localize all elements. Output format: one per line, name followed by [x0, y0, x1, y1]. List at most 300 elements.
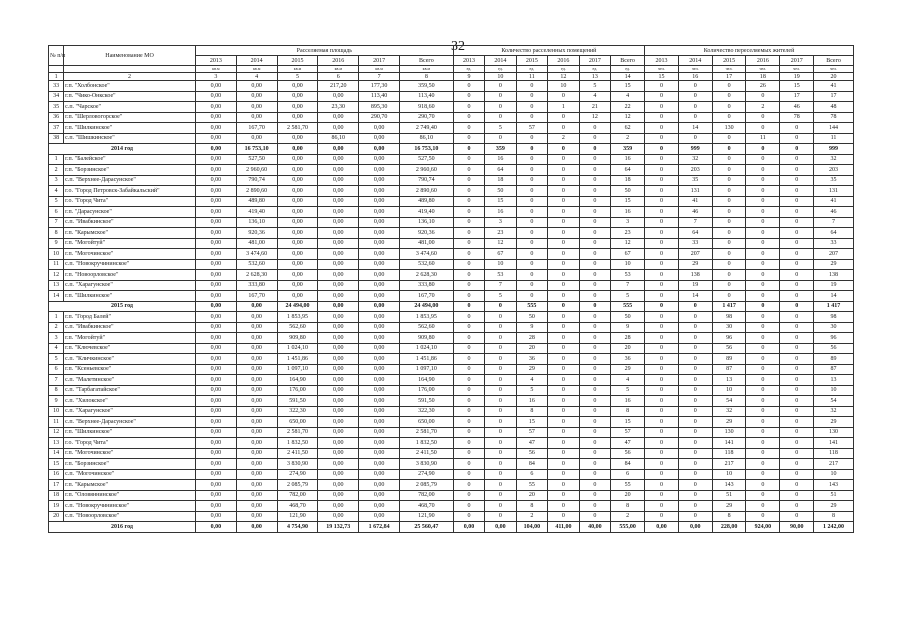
- table-row: [49, 123, 854, 134]
- value-cell: 0: [746, 165, 780, 176]
- column-number-cell: 15: [645, 73, 679, 81]
- value-cell: 0: [548, 417, 579, 428]
- value-cell: 20: [516, 490, 547, 501]
- value-cell: 0: [780, 375, 814, 386]
- value-cell: 0: [645, 249, 679, 260]
- value-cell: 0: [453, 469, 484, 480]
- value-cell: 0: [645, 102, 679, 113]
- value-cell: 0: [645, 385, 679, 396]
- row-number-cell: 38: [49, 133, 64, 144]
- mo-name-cell: г.п. "Шерловогорское": [64, 112, 196, 123]
- value-cell: 0,00: [318, 123, 359, 134]
- value-cell: 13: [712, 375, 746, 386]
- header-no: № п/п: [49, 46, 64, 66]
- mo-name-cell: г.о. "Город Чита": [64, 196, 196, 207]
- value-cell: 0: [678, 301, 712, 312]
- units-cell: ед.: [579, 66, 610, 73]
- mo-name-cell: с.п. "Тарбагатайское": [64, 385, 196, 396]
- value-cell: 0: [645, 469, 679, 480]
- mo-name-cell: с.п. "Чарское": [64, 102, 196, 113]
- value-cell: 0,00: [277, 217, 318, 228]
- value-cell: 35: [678, 175, 712, 186]
- value-cell: 0: [645, 312, 679, 323]
- table-row: [49, 207, 854, 218]
- value-cell: 0: [746, 322, 780, 333]
- value-cell: 0: [780, 196, 814, 207]
- column-number-cell: 8: [400, 73, 454, 81]
- value-cell: 0,00: [318, 469, 359, 480]
- value-cell: 0,00: [195, 322, 236, 333]
- mo-name-cell: г.п. "Шилкинское": [64, 427, 196, 438]
- value-cell: 0,00: [318, 448, 359, 459]
- value-cell: 0: [645, 333, 679, 344]
- value-cell: 176,00: [400, 385, 454, 396]
- value-cell: 0: [579, 490, 610, 501]
- row-number-cell: 7: [49, 217, 64, 228]
- value-cell: 0: [485, 438, 516, 449]
- row-number-cell: 4: [49, 343, 64, 354]
- value-cell: 0,00: [318, 490, 359, 501]
- value-cell: 25 560,47: [400, 522, 454, 533]
- value-cell: 0,00: [195, 501, 236, 512]
- value-cell: 0,00: [195, 480, 236, 491]
- value-cell: 0: [453, 396, 484, 407]
- value-cell: 0: [453, 259, 484, 270]
- value-cell: 0,00: [318, 312, 359, 323]
- header-year: Всего: [814, 56, 854, 66]
- table-row: [49, 217, 854, 228]
- value-cell: 0: [516, 154, 547, 165]
- mo-name-cell: г.о. "Город Чита": [64, 438, 196, 449]
- value-cell: 0: [645, 123, 679, 134]
- value-cell: 0,00: [277, 280, 318, 291]
- value-cell: 0: [548, 280, 579, 291]
- column-number-cell: 16: [678, 73, 712, 81]
- value-cell: 167,70: [236, 123, 277, 134]
- value-cell: 121,90: [400, 511, 454, 522]
- value-cell: 0: [579, 364, 610, 375]
- value-cell: 0,00: [236, 375, 277, 386]
- value-cell: 0: [453, 406, 484, 417]
- value-cell: 0: [516, 270, 547, 281]
- value-cell: 0: [746, 448, 780, 459]
- value-cell: 0,00: [195, 522, 236, 533]
- value-cell: 30: [712, 322, 746, 333]
- value-cell: 0: [678, 490, 712, 501]
- table-row: [49, 375, 854, 386]
- value-cell: 0,00: [195, 364, 236, 375]
- value-cell: 0,00: [318, 480, 359, 491]
- value-cell: 555,00: [611, 522, 645, 533]
- value-cell: 16: [485, 207, 516, 218]
- value-cell: 0: [453, 123, 484, 134]
- value-cell: 0: [645, 375, 679, 386]
- value-cell: 0,00: [195, 196, 236, 207]
- table-row: [49, 312, 854, 323]
- value-cell: 0: [645, 322, 679, 333]
- value-cell: 0,00: [453, 522, 484, 533]
- mo-name-cell: с.п. "Новокручининское": [64, 259, 196, 270]
- value-cell: 290,70: [359, 112, 400, 123]
- value-cell: 5: [516, 385, 547, 396]
- mo-name-cell: с.п. "Ивабкинское": [64, 322, 196, 333]
- value-cell: 5: [485, 123, 516, 134]
- value-cell: 7: [485, 280, 516, 291]
- value-cell: 8: [814, 511, 854, 522]
- value-cell: 0,00: [359, 312, 400, 323]
- value-cell: 36: [611, 354, 645, 365]
- value-cell: 10: [814, 385, 854, 396]
- value-cell: 0: [746, 291, 780, 302]
- value-cell: 0: [453, 249, 484, 260]
- value-cell: 0: [453, 364, 484, 375]
- value-cell: 0: [579, 196, 610, 207]
- value-cell: 0: [645, 144, 679, 155]
- value-cell: 0,00: [318, 511, 359, 522]
- value-cell: 2 411,50: [400, 448, 454, 459]
- value-cell: 0,00: [195, 238, 236, 249]
- value-cell: 46: [814, 207, 854, 218]
- table-row: [49, 333, 854, 344]
- value-cell: 144: [814, 123, 854, 134]
- value-cell: 0: [645, 175, 679, 186]
- value-cell: 56: [712, 343, 746, 354]
- value-cell: 32: [712, 406, 746, 417]
- value-cell: 0: [548, 333, 579, 344]
- column-number-cell: 12: [548, 73, 579, 81]
- value-cell: 0,00: [277, 186, 318, 197]
- value-cell: 0: [548, 354, 579, 365]
- value-cell: 0,00: [277, 144, 318, 155]
- value-cell: 0: [746, 249, 780, 260]
- value-cell: 0: [678, 112, 712, 123]
- value-cell: 15: [611, 81, 645, 92]
- value-cell: 0,00: [318, 112, 359, 123]
- mo-name-cell: г.п. "Могойтуй": [64, 238, 196, 249]
- value-cell: 23,30: [318, 102, 359, 113]
- value-cell: 0,00: [195, 165, 236, 176]
- value-cell: 10: [548, 81, 579, 92]
- value-cell: 481,00: [236, 238, 277, 249]
- value-cell: 143: [814, 480, 854, 491]
- row-number-cell: 10: [49, 249, 64, 260]
- value-cell: 136,10: [400, 217, 454, 228]
- value-cell: 3 830,90: [400, 459, 454, 470]
- value-cell: 0: [678, 343, 712, 354]
- table-row: [49, 385, 854, 396]
- value-cell: 0: [548, 91, 579, 102]
- value-cell: 0,00: [359, 511, 400, 522]
- value-cell: 0: [712, 91, 746, 102]
- value-cell: 0: [678, 417, 712, 428]
- value-cell: 0: [453, 228, 484, 239]
- value-cell: 0,00: [195, 396, 236, 407]
- value-cell: 87: [712, 364, 746, 375]
- value-cell: 0: [746, 427, 780, 438]
- value-cell: 0,00: [195, 112, 236, 123]
- table-row: [49, 448, 854, 459]
- value-cell: 0,00: [277, 196, 318, 207]
- value-cell: 136,10: [236, 217, 277, 228]
- value-cell: 0: [548, 228, 579, 239]
- value-cell: 0: [678, 385, 712, 396]
- value-cell: 0: [579, 417, 610, 428]
- value-cell: 0,00: [236, 417, 277, 428]
- value-cell: 0,00: [277, 228, 318, 239]
- row-number-cell: 34: [49, 91, 64, 102]
- value-cell: 2: [548, 133, 579, 144]
- value-cell: 0: [485, 333, 516, 344]
- value-cell: 0: [712, 196, 746, 207]
- value-cell: 16 753,10: [400, 144, 454, 155]
- row-number-cell: 16: [49, 469, 64, 480]
- value-cell: 113,40: [359, 91, 400, 102]
- mo-name-cell: с.п. "Шишкинское": [64, 133, 196, 144]
- value-cell: 0,00: [318, 354, 359, 365]
- value-cell: 0: [485, 469, 516, 480]
- subtotal-label: 2014 год: [49, 144, 196, 155]
- value-cell: 0,00: [195, 280, 236, 291]
- value-cell: 0,00: [277, 91, 318, 102]
- value-cell: 10: [485, 259, 516, 270]
- row-number-cell: 33: [49, 81, 64, 92]
- value-cell: 0: [645, 490, 679, 501]
- value-cell: 0: [548, 196, 579, 207]
- value-cell: 0,00: [359, 186, 400, 197]
- value-cell: 0: [678, 480, 712, 491]
- value-cell: 0,00: [236, 522, 277, 533]
- value-cell: 0: [746, 123, 780, 134]
- value-cell: 50: [611, 186, 645, 197]
- value-cell: 0: [780, 154, 814, 165]
- value-cell: 0: [645, 81, 679, 92]
- value-cell: 0,00: [359, 144, 400, 155]
- value-cell: 468,70: [277, 501, 318, 512]
- value-cell: 0: [453, 333, 484, 344]
- value-cell: 67: [611, 249, 645, 260]
- value-cell: 0,00: [359, 301, 400, 312]
- table-row: [49, 249, 854, 260]
- value-cell: 0: [746, 469, 780, 480]
- value-cell: 0: [516, 196, 547, 207]
- value-cell: 0: [712, 259, 746, 270]
- table-row: [49, 154, 854, 165]
- row-number-cell: 3: [49, 333, 64, 344]
- value-cell: 0,00: [359, 123, 400, 134]
- value-cell: 0: [579, 396, 610, 407]
- value-cell: 0: [579, 165, 610, 176]
- value-cell: 131: [814, 186, 854, 197]
- table-row: [49, 196, 854, 207]
- value-cell: 78: [780, 112, 814, 123]
- value-cell: 0,00: [318, 207, 359, 218]
- value-cell: 0: [485, 406, 516, 417]
- value-cell: 0: [645, 133, 679, 144]
- value-cell: 0: [645, 291, 679, 302]
- value-cell: 0,00: [318, 196, 359, 207]
- value-cell: 0,00: [195, 511, 236, 522]
- page-number: 32: [451, 39, 465, 54]
- value-cell: 0: [678, 459, 712, 470]
- value-cell: 89: [712, 354, 746, 365]
- value-cell: 64: [611, 165, 645, 176]
- value-cell: 0,00: [359, 228, 400, 239]
- value-cell: 0: [548, 459, 579, 470]
- value-cell: 0,00: [195, 91, 236, 102]
- value-cell: 57: [516, 427, 547, 438]
- column-number-cell: 4: [236, 73, 277, 81]
- value-cell: 0: [645, 427, 679, 438]
- value-cell: 0: [485, 385, 516, 396]
- value-cell: 0: [645, 186, 679, 197]
- value-cell: 0: [678, 448, 712, 459]
- value-cell: 0: [579, 291, 610, 302]
- value-cell: 0: [678, 91, 712, 102]
- value-cell: 0,00: [195, 459, 236, 470]
- value-cell: 0: [746, 396, 780, 407]
- row-number-cell: 12: [49, 427, 64, 438]
- value-cell: 40,00: [579, 522, 610, 533]
- value-cell: 0: [579, 270, 610, 281]
- units-cell: кв.м: [318, 66, 359, 73]
- mo-name-cell: г.п. "Новоорловское": [64, 270, 196, 281]
- value-cell: 11: [746, 133, 780, 144]
- resettlement-table: [48, 45, 854, 533]
- value-cell: 489,80: [236, 196, 277, 207]
- units-cell: чел.: [746, 66, 780, 73]
- value-cell: 2: [611, 511, 645, 522]
- value-cell: 0: [548, 427, 579, 438]
- value-cell: 0: [453, 312, 484, 323]
- value-cell: 0: [579, 480, 610, 491]
- value-cell: 0,00: [318, 259, 359, 270]
- value-cell: 0: [645, 406, 679, 417]
- value-cell: 909,80: [277, 333, 318, 344]
- value-cell: 0: [548, 322, 579, 333]
- mo-name-cell: г.п. "Чико-Онкское": [64, 91, 196, 102]
- value-cell: 0: [780, 459, 814, 470]
- value-cell: 0: [453, 144, 484, 155]
- value-cell: 0,00: [195, 249, 236, 260]
- value-cell: 0: [453, 112, 484, 123]
- value-cell: 14: [814, 291, 854, 302]
- value-cell: 4: [579, 91, 610, 102]
- mo-name-cell: г.п. "Город Балей": [64, 312, 196, 323]
- value-cell: 0: [712, 186, 746, 197]
- value-cell: 164,90: [400, 375, 454, 386]
- value-cell: 2 581,70: [277, 427, 318, 438]
- header-residents-group: Количество переселяемых жителей: [645, 46, 854, 56]
- row-number-cell: 8: [49, 385, 64, 396]
- header-year: 2017: [780, 56, 814, 66]
- value-cell: 0: [780, 238, 814, 249]
- value-cell: 0: [678, 396, 712, 407]
- value-cell: 0: [746, 175, 780, 186]
- value-cell: 0,00: [236, 81, 277, 92]
- value-cell: 138: [814, 270, 854, 281]
- value-cell: 0,00: [359, 259, 400, 270]
- header-year: 2017: [359, 56, 400, 66]
- mo-name-cell: г.п. "Оловяннинское": [64, 490, 196, 501]
- value-cell: 46: [678, 207, 712, 218]
- value-cell: 0: [485, 480, 516, 491]
- mo-name-cell: с.п. "Верхнее-Дарасунское": [64, 175, 196, 186]
- value-cell: 411,00: [548, 522, 579, 533]
- value-cell: 5: [611, 385, 645, 396]
- value-cell: 0,00: [195, 301, 236, 312]
- value-cell: 33: [814, 238, 854, 249]
- value-cell: 130: [712, 123, 746, 134]
- header-year: 2016: [746, 56, 780, 66]
- value-cell: 1: [548, 102, 579, 113]
- value-cell: 0: [453, 154, 484, 165]
- value-cell: 0: [548, 154, 579, 165]
- value-cell: 1 832,50: [400, 438, 454, 449]
- value-cell: 909,80: [400, 333, 454, 344]
- table-row: [49, 112, 854, 123]
- value-cell: 1 097,10: [400, 364, 454, 375]
- value-cell: 0,00: [359, 469, 400, 480]
- value-cell: 0,00: [359, 270, 400, 281]
- value-cell: 29: [814, 501, 854, 512]
- value-cell: 790,74: [236, 175, 277, 186]
- value-cell: 2: [611, 133, 645, 144]
- value-cell: 0: [780, 511, 814, 522]
- row-number-cell: 10: [49, 406, 64, 417]
- value-cell: 23: [485, 228, 516, 239]
- value-cell: 0: [780, 259, 814, 270]
- value-cell: 87: [814, 364, 854, 375]
- value-cell: 0: [485, 112, 516, 123]
- table-row: [49, 417, 854, 428]
- value-cell: 56: [611, 448, 645, 459]
- value-cell: 555: [516, 301, 547, 312]
- value-cell: 0: [645, 448, 679, 459]
- value-cell: 0,00: [318, 438, 359, 449]
- value-cell: 0: [548, 469, 579, 480]
- value-cell: 207: [814, 249, 854, 260]
- value-cell: 0: [579, 175, 610, 186]
- row-number-cell: 6: [49, 364, 64, 375]
- row-number-cell: 1: [49, 312, 64, 323]
- value-cell: 0: [746, 301, 780, 312]
- value-cell: 0,00: [359, 354, 400, 365]
- header-year: 2014: [236, 56, 277, 66]
- value-cell: 0,00: [359, 165, 400, 176]
- value-cell: 16: [611, 154, 645, 165]
- value-cell: 0: [548, 259, 579, 270]
- value-cell: 0: [485, 133, 516, 144]
- value-cell: 0: [548, 249, 579, 260]
- value-cell: 562,60: [400, 322, 454, 333]
- value-cell: 0: [548, 270, 579, 281]
- row-number-cell: 17: [49, 480, 64, 491]
- value-cell: 2 960,60: [236, 165, 277, 176]
- value-cell: 0: [645, 511, 679, 522]
- value-cell: 359,50: [400, 81, 454, 92]
- value-cell: 8: [712, 511, 746, 522]
- value-cell: 0: [548, 123, 579, 134]
- value-cell: 0,00: [195, 81, 236, 92]
- value-cell: 0: [712, 165, 746, 176]
- value-cell: 0,00: [195, 417, 236, 428]
- value-cell: 0,00: [195, 217, 236, 228]
- value-cell: 1 853,95: [277, 312, 318, 323]
- value-cell: 0: [548, 175, 579, 186]
- table-body: [49, 81, 854, 533]
- value-cell: 203: [814, 165, 854, 176]
- value-cell: 0: [453, 133, 484, 144]
